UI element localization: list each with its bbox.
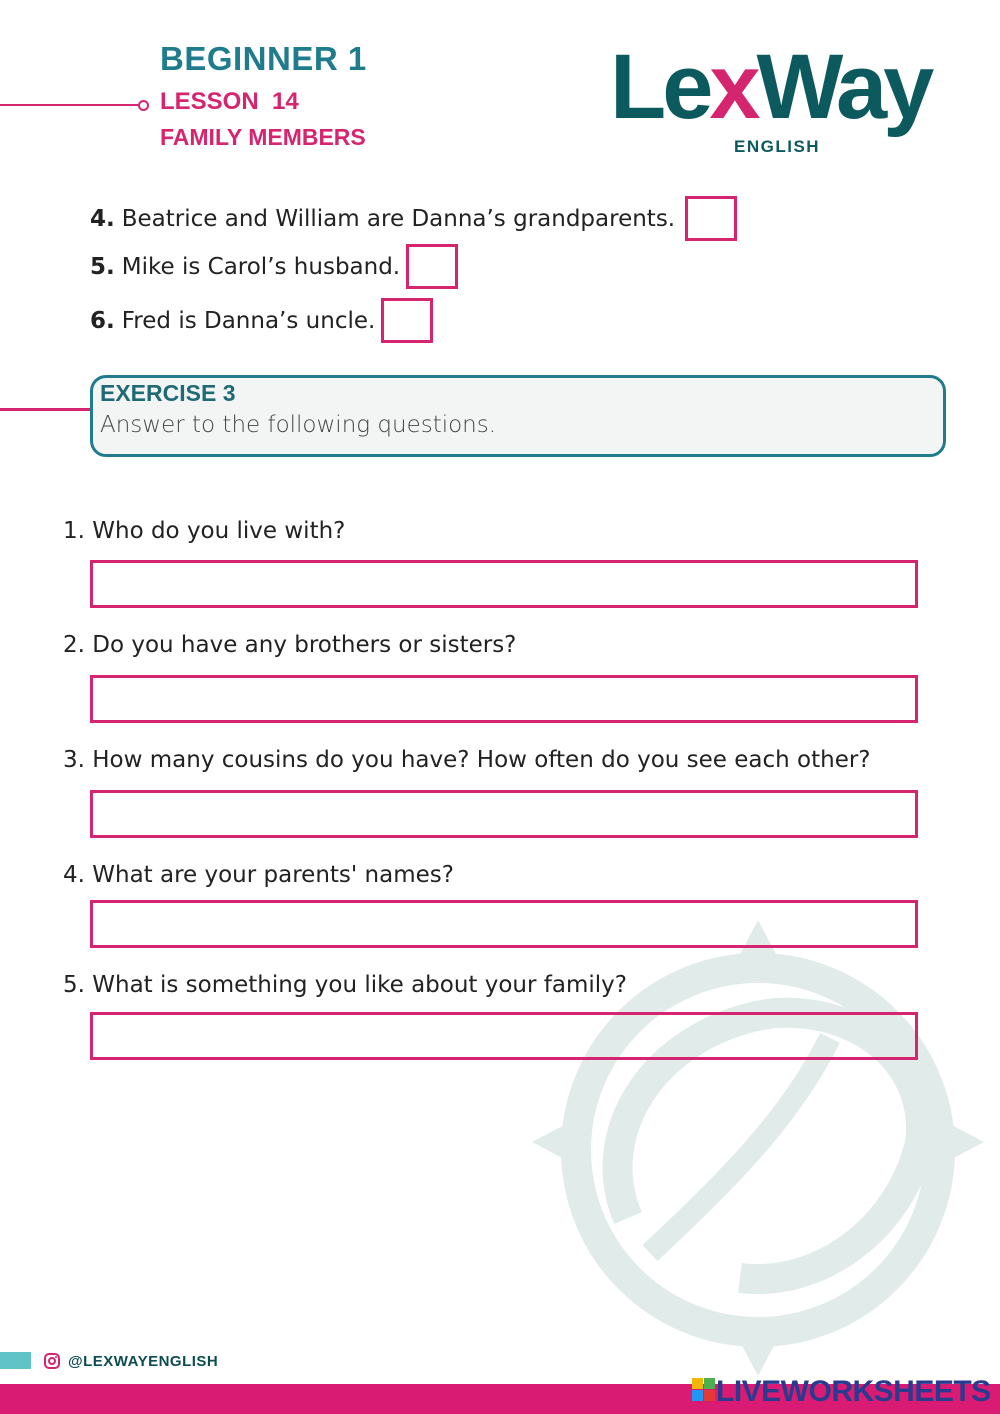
statement-item — [90, 196, 737, 241]
statement-text: Beatrice and William are Danna’s grandparents. — [121, 205, 676, 232]
logo-subtitle: ENGLISH — [734, 137, 821, 156]
answer-box[interactable] — [406, 244, 458, 289]
answer-input[interactable] — [90, 1012, 918, 1060]
footer-accent-square — [0, 1352, 31, 1369]
liveworksheets-logo-icon — [692, 1378, 716, 1402]
exercise-instruction: Answer to the following questions. — [100, 412, 497, 438]
question-label: 5. What is something you like about your family? — [63, 972, 627, 998]
statement-text: Mike is Carol’s husband. — [121, 253, 401, 280]
lesson-number: LESSON 14 — [160, 88, 299, 115]
question-label: 2. Do you have any brothers or sisters? — [63, 632, 517, 658]
statement-item — [90, 298, 433, 343]
statement-number: 4. — [90, 205, 115, 232]
statement-text: Fred is Danna’s uncle. — [121, 307, 376, 334]
header-divider-line — [0, 104, 140, 106]
lesson-topic: FAMILY MEMBERS — [160, 124, 366, 150]
answer-input[interactable] — [90, 675, 918, 723]
instagram-icon[interactable] — [44, 1353, 60, 1369]
answer-box[interactable] — [381, 298, 433, 343]
answer-input[interactable] — [90, 900, 918, 948]
statement-number: 6. — [90, 307, 115, 334]
social-handle[interactable]: @LEXWAYENGLISH — [68, 1353, 219, 1370]
answer-input[interactable] — [90, 560, 918, 608]
question-label: 3. How many cousins do you have? How often do you see each other? — [63, 747, 871, 773]
question-label: 4. What are your parents' names? — [63, 862, 454, 888]
answer-input[interactable] — [90, 790, 918, 838]
liveworksheets-brand[interactable]: LIVEWORKSHEETS — [716, 1375, 991, 1408]
answer-box[interactable] — [685, 196, 737, 241]
statement-number: 5. — [90, 253, 115, 280]
question-label: 1. Who do you live with? — [63, 518, 346, 544]
logo-text: LexWay — [610, 38, 931, 138]
header-divider-dot — [138, 100, 149, 111]
statement-item — [90, 244, 458, 289]
course-level: BEGINNER 1 — [160, 40, 367, 77]
lexway-logo — [608, 38, 960, 148]
exercise-accent-line — [0, 408, 92, 411]
exercise-title: EXERCISE 3 — [100, 380, 236, 406]
